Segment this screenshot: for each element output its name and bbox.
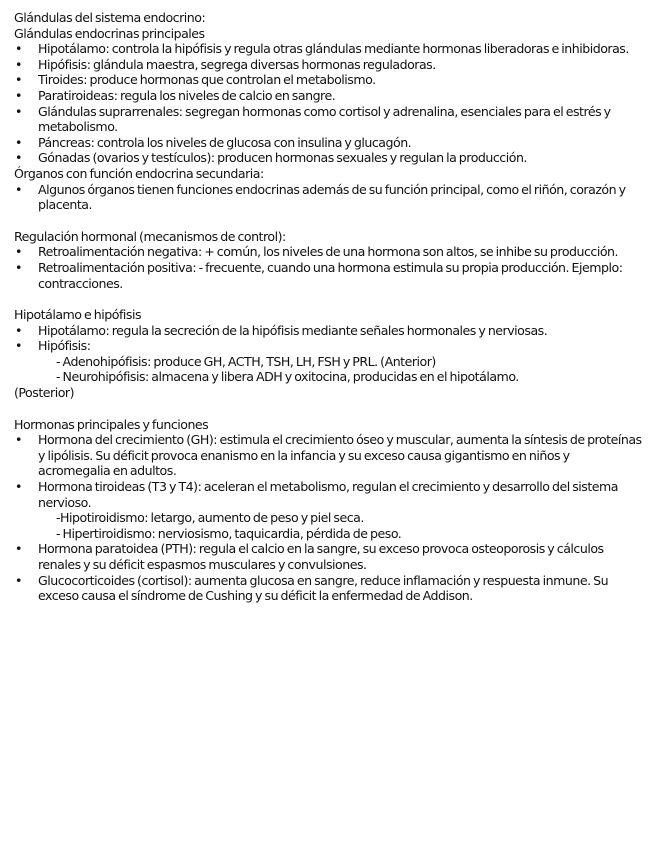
list-item: • Paratiroideas: regula los niveles de calcio en sangre.: [14, 88, 644, 104]
list-item: • Páncreas: controla los niveles de glucosa con insulina y glucagón.: [14, 135, 644, 151]
list-item: • Retroalimentación positiva: - frecuente, cuando una hormona estimula su propia producción. Ejemplo: contracciones.: [14, 260, 644, 291]
spacer: [14, 291, 644, 307]
hormones-list-a: [14, 432, 644, 510]
list-item: • Glándulas suprarrenales: segregan hormonas como cortisol y adrenalina, esenciales para el estrés y metabolismo.: [14, 104, 644, 135]
list-item: • Algunos órganos tienen funciones endocrinas además de su función principal, como el riñón, corazón y placenta.: [14, 182, 644, 213]
sub-item-adenohypophysis: - Adenohipófisis: produce GH, ACTH, TSH, LH, FSH y PRL. (Anterior): [56, 353, 436, 369]
spacer: [14, 213, 644, 229]
sub-item-hypothyroidism: -Hipotiroidismo: letargo, aumento de peso y piel seca.: [56, 510, 364, 526]
section-title-regulation: Regulación hormonal (mecanismos de control):: [14, 228, 286, 244]
list-item: • Hormona tiroideas (T3 y T4): aceleran el metabolismo, regulan el crecimiento y desarrollo del sistema nervioso.: [14, 479, 644, 510]
list-item: • Glucocorticoides (cortisol): aumenta glucosa en sangre, reduce inflamación y respuesta inmune. Su exceso causa el síndrome de Cushing y su déficit la enfermedad de Addison.: [14, 573, 644, 604]
main-glands-list: [14, 41, 644, 166]
regulation-list: [14, 244, 644, 291]
section-title-hormones: Hormonas principales y funciones: [14, 416, 209, 432]
subsection-title-secondary: Órganos con función endocrina secundaria:: [14, 165, 264, 181]
list-item: • Hormona paratoidea (PTH): regula el calcio en la sangre, su exceso provoca osteoporosis y cálculos renales y su déficit espasmos musculares y convulsiones.: [14, 541, 644, 572]
list-item: • Hormona del crecimiento (GH): estimula el crecimiento óseo y muscular, aumenta la síntesis de proteínas y lipólisis. Su déficit provoca enanismo en la infancia y su exceso causa gigantismo en niños y acromegalia en adultos.: [14, 432, 644, 479]
list-item: • Hipotálamo: regula la secreción de la hipófisis mediante señales hormonales y nerviosas.: [14, 323, 644, 339]
section-title-hypothalamus: Hipotálamo e hipófisis: [14, 307, 142, 323]
secondary-organs-list: [14, 182, 644, 213]
list-item: • Hipófisis:: [14, 338, 644, 354]
notes-page: [14, 10, 644, 604]
spacer: [14, 401, 644, 417]
sub-item-neurohypophysis: - Neurohipófisis: almacena y libera ADH y oxitocina, producidas en el hipotálamo.: [56, 369, 519, 385]
list-item: • Hipotálamo: controla la hipófisis y regula otras glándulas mediante hormonas liberadoras e inhibidoras.: [14, 41, 644, 57]
hypothalamus-list: [14, 323, 644, 354]
subsection-title-main-glands: Glándulas endocrinas principales: [14, 25, 205, 41]
hormones-list-b: [14, 541, 644, 603]
list-item: • Gónadas (ovarios y testículos): producen hormonas sexuales y regulan la producción.: [14, 150, 644, 166]
list-item: • Hipófisis: glándula maestra, segrega diversas hormonas reguladoras.: [14, 57, 644, 73]
sub-item-neurohypophysis-tail: (Posterior): [14, 385, 74, 401]
list-item: • Tiroides: produce hormonas que controlan el metabolismo.: [14, 72, 644, 88]
section-title-glands: Glándulas del sistema endocrino:: [14, 10, 206, 25]
list-item: • Retroalimentación negativa: + común, los niveles de una hormona son altos, se inhibe su producción.: [14, 244, 644, 260]
sub-item-hyperthyroidism: - Hipertiroidismo: nerviosismo, taquicardia, pérdida de peso.: [56, 525, 402, 541]
